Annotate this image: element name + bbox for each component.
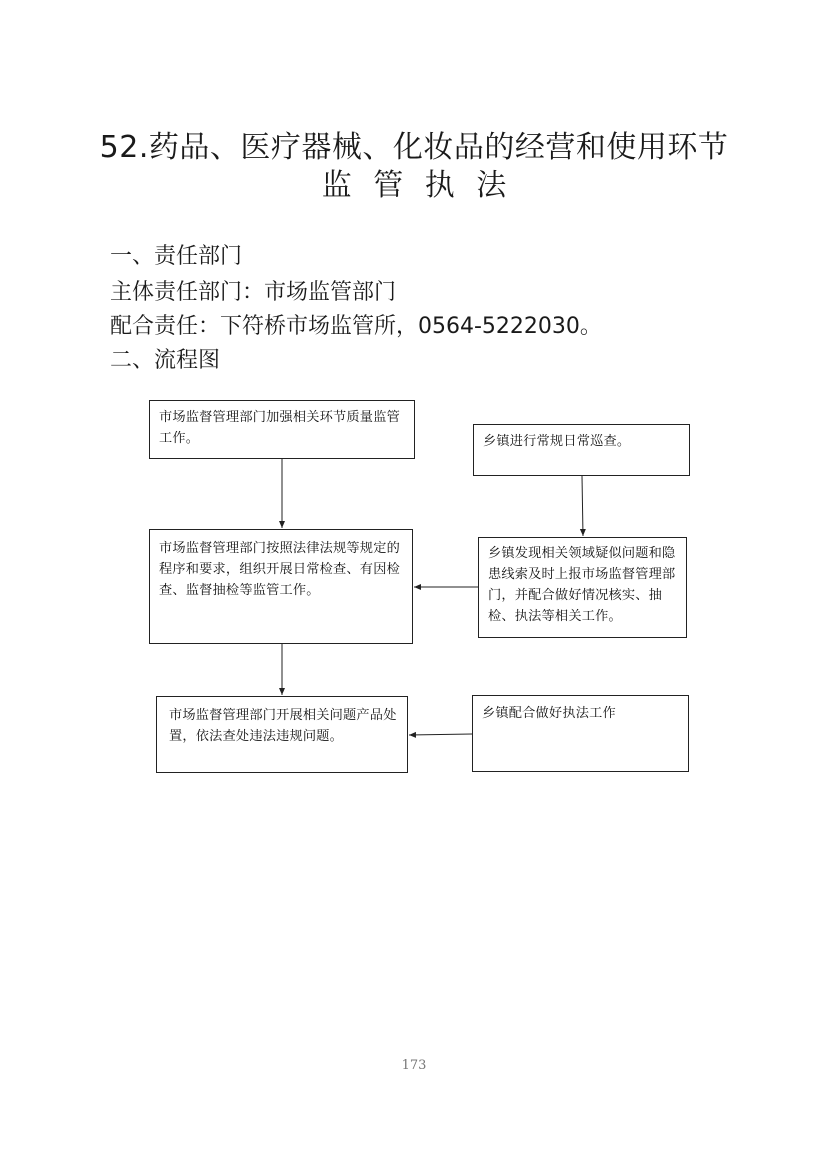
flow-box-township-enforcement: 乡镇配合做好执法工作: [472, 695, 689, 772]
page-number: 173: [401, 1058, 427, 1073]
flow-box-inspection-work: 市场监督管理部门按照法律法规等规定的程序和要求，组织开展日常检查、有因检查、监督抽检等监管工作。: [149, 529, 413, 644]
flow-box-township-patrol: 乡镇进行常规日常巡查。: [473, 424, 690, 476]
flow-box-problem-handling: 市场监督管理部门开展相关问题产品处置，依法查处违法违规问题。: [156, 696, 408, 773]
arrow-box6-to-box5: [409, 734, 472, 735]
flow-box-quality-supervision: 市场监督管理部门加强相关环节质量监管工作。: [149, 400, 415, 459]
responsibility-heading: 一、责任部门: [110, 244, 243, 269]
cooperative-responsibility: 配合责任：下符桥市场监管所，0564-5222030。: [110, 314, 602, 339]
arrow-box2-to-box4: [582, 476, 583, 536]
flow-box-township-report: 乡镇发现相关领域疑似问题和隐患线索及时上报市场监督管理部门，并配合做好情况核实、抽检、执法等相关工作。: [478, 537, 687, 638]
flowchart-heading: 二、流程图: [110, 348, 221, 373]
document-title-line1: 52.药品、医疗器械、化妆品的经营和使用环节: [99, 130, 729, 165]
primary-responsibility: 主体责任部门：市场监管部门: [110, 280, 397, 305]
document-title-line2: 监 管 执 法: [321, 168, 507, 203]
